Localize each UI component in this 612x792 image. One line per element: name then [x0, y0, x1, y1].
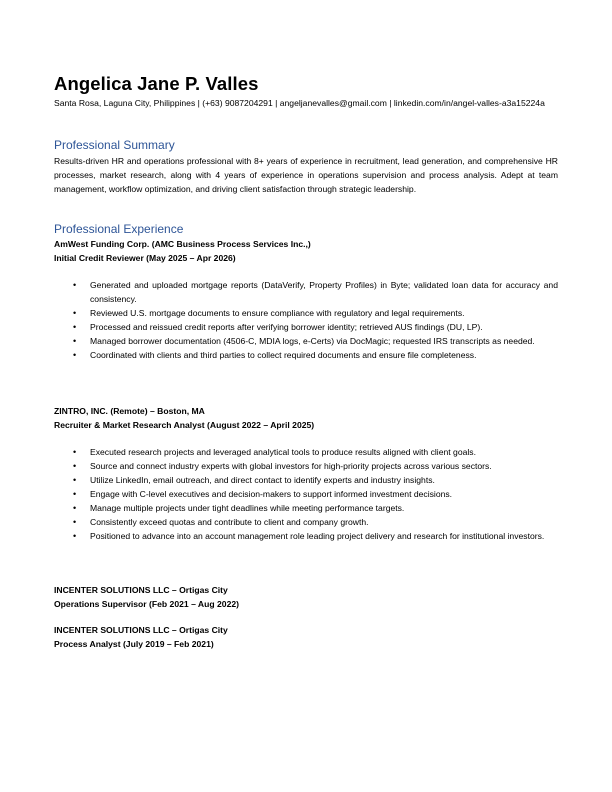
bullet-icon: •	[73, 350, 77, 360]
bullet-item: • Reviewed U.S. mortgage documents to ensure compliance with regulatory and legal requirements.	[73, 308, 465, 318]
job-company: ZINTRO, INC. (Remote) – Boston, MA	[54, 406, 205, 416]
bullet-item: • Engage with C-level executives and decision-makers to support informed investment decisions.	[73, 489, 453, 499]
bullet-icon: •	[73, 322, 77, 332]
bullet-icon: •	[73, 475, 77, 485]
job-header	[54, 583, 559, 611]
bullet-icon: •	[73, 517, 77, 527]
job-role: Operations Supervisor (Feb 2021 – Aug 2022)	[54, 599, 239, 609]
bullet-item: • Utilize LinkedIn, email outreach, and direct contact to identify experts and industry insights.	[73, 475, 435, 485]
job-company: AmWest Funding Corp. (AMC Business Process Services Inc.,)	[54, 239, 311, 249]
bullet-icon: •	[73, 308, 77, 318]
bullet-item: • Processed and reissued credit reports after verifying borrower identity; retrieved AUS findings (DU, LP).	[73, 322, 483, 332]
bullet-icon: •	[73, 280, 77, 290]
job-header	[54, 404, 559, 432]
summary-text: Results-driven HR and operations professional with 8+ years of experience in recruitment, lead generation, and comprehensive HR processes, market research, along with 4 years of experience in operations supervision and process analysis. Adept at team management, workflow optimization, and driving client satisfaction through strategic leadership.	[54, 156, 558, 194]
job-role: Recruiter & Market Research Analyst (August 2022 – April 2025)	[54, 420, 315, 430]
bullet-icon: •	[73, 489, 77, 499]
contact-info: Santa Rosa, Laguna City, Philippines | (+63) 9087204291 | angeljanevalles@gmail.com | linkedin.com/in/angel-valles-a3a15224a	[54, 98, 545, 108]
candidate-name: Angelica Jane P. Valles	[54, 73, 259, 94]
bullet-item: • Source and connect industry experts with global investors for high-priority projects across various sectors.	[73, 461, 492, 471]
job-header	[54, 623, 559, 651]
bullet-item: • Generated and uploaded mortgage reports (DataVerify, Property Profiles) in Byte; validated loan data for accuracy and consistency.	[73, 280, 558, 304]
job-role: Process Analyst (July 2019 – Feb 2021)	[54, 639, 214, 649]
bullet-icon: •	[73, 531, 77, 541]
job-role: Initial Credit Reviewer (May 2025 – Apr 2026)	[54, 253, 236, 263]
bullet-icon: •	[73, 461, 77, 471]
bullet-item: • Positioned to advance into an account management role leading project delivery and research for institutional investors.	[73, 531, 545, 541]
bullet-item: • Coordinated with clients and third parties to collect required documents and ensure file completeness.	[73, 350, 477, 360]
bullet-item: • Consistently exceed quotas and contribute to client and company growth.	[73, 517, 369, 527]
job-company: INCENTER SOLUTIONS LLC – Ortigas City	[54, 625, 228, 635]
bullet-icon: •	[73, 336, 77, 346]
job-bullets	[54, 278, 558, 362]
bullet-icon: •	[73, 503, 77, 513]
job-company: INCENTER SOLUTIONS LLC – Ortigas City	[54, 585, 228, 595]
experience-heading: Professional Experience	[54, 222, 184, 236]
bullet-item: • Executed research projects and leveraged analytical tools to produce results aligned with client goals.	[73, 447, 476, 457]
bullet-icon: •	[73, 447, 77, 457]
job-header	[54, 237, 559, 265]
job-bullets	[54, 445, 558, 543]
bullet-item: • Managed borrower documentation (4506-C, MDIA logs, e-Certs) via DocMagic; requested IRS transcripts as needed.	[73, 336, 535, 346]
bullet-item: • Manage multiple projects under tight deadlines while meeting performance targets.	[73, 503, 405, 513]
summary-heading: Professional Summary	[54, 138, 175, 152]
